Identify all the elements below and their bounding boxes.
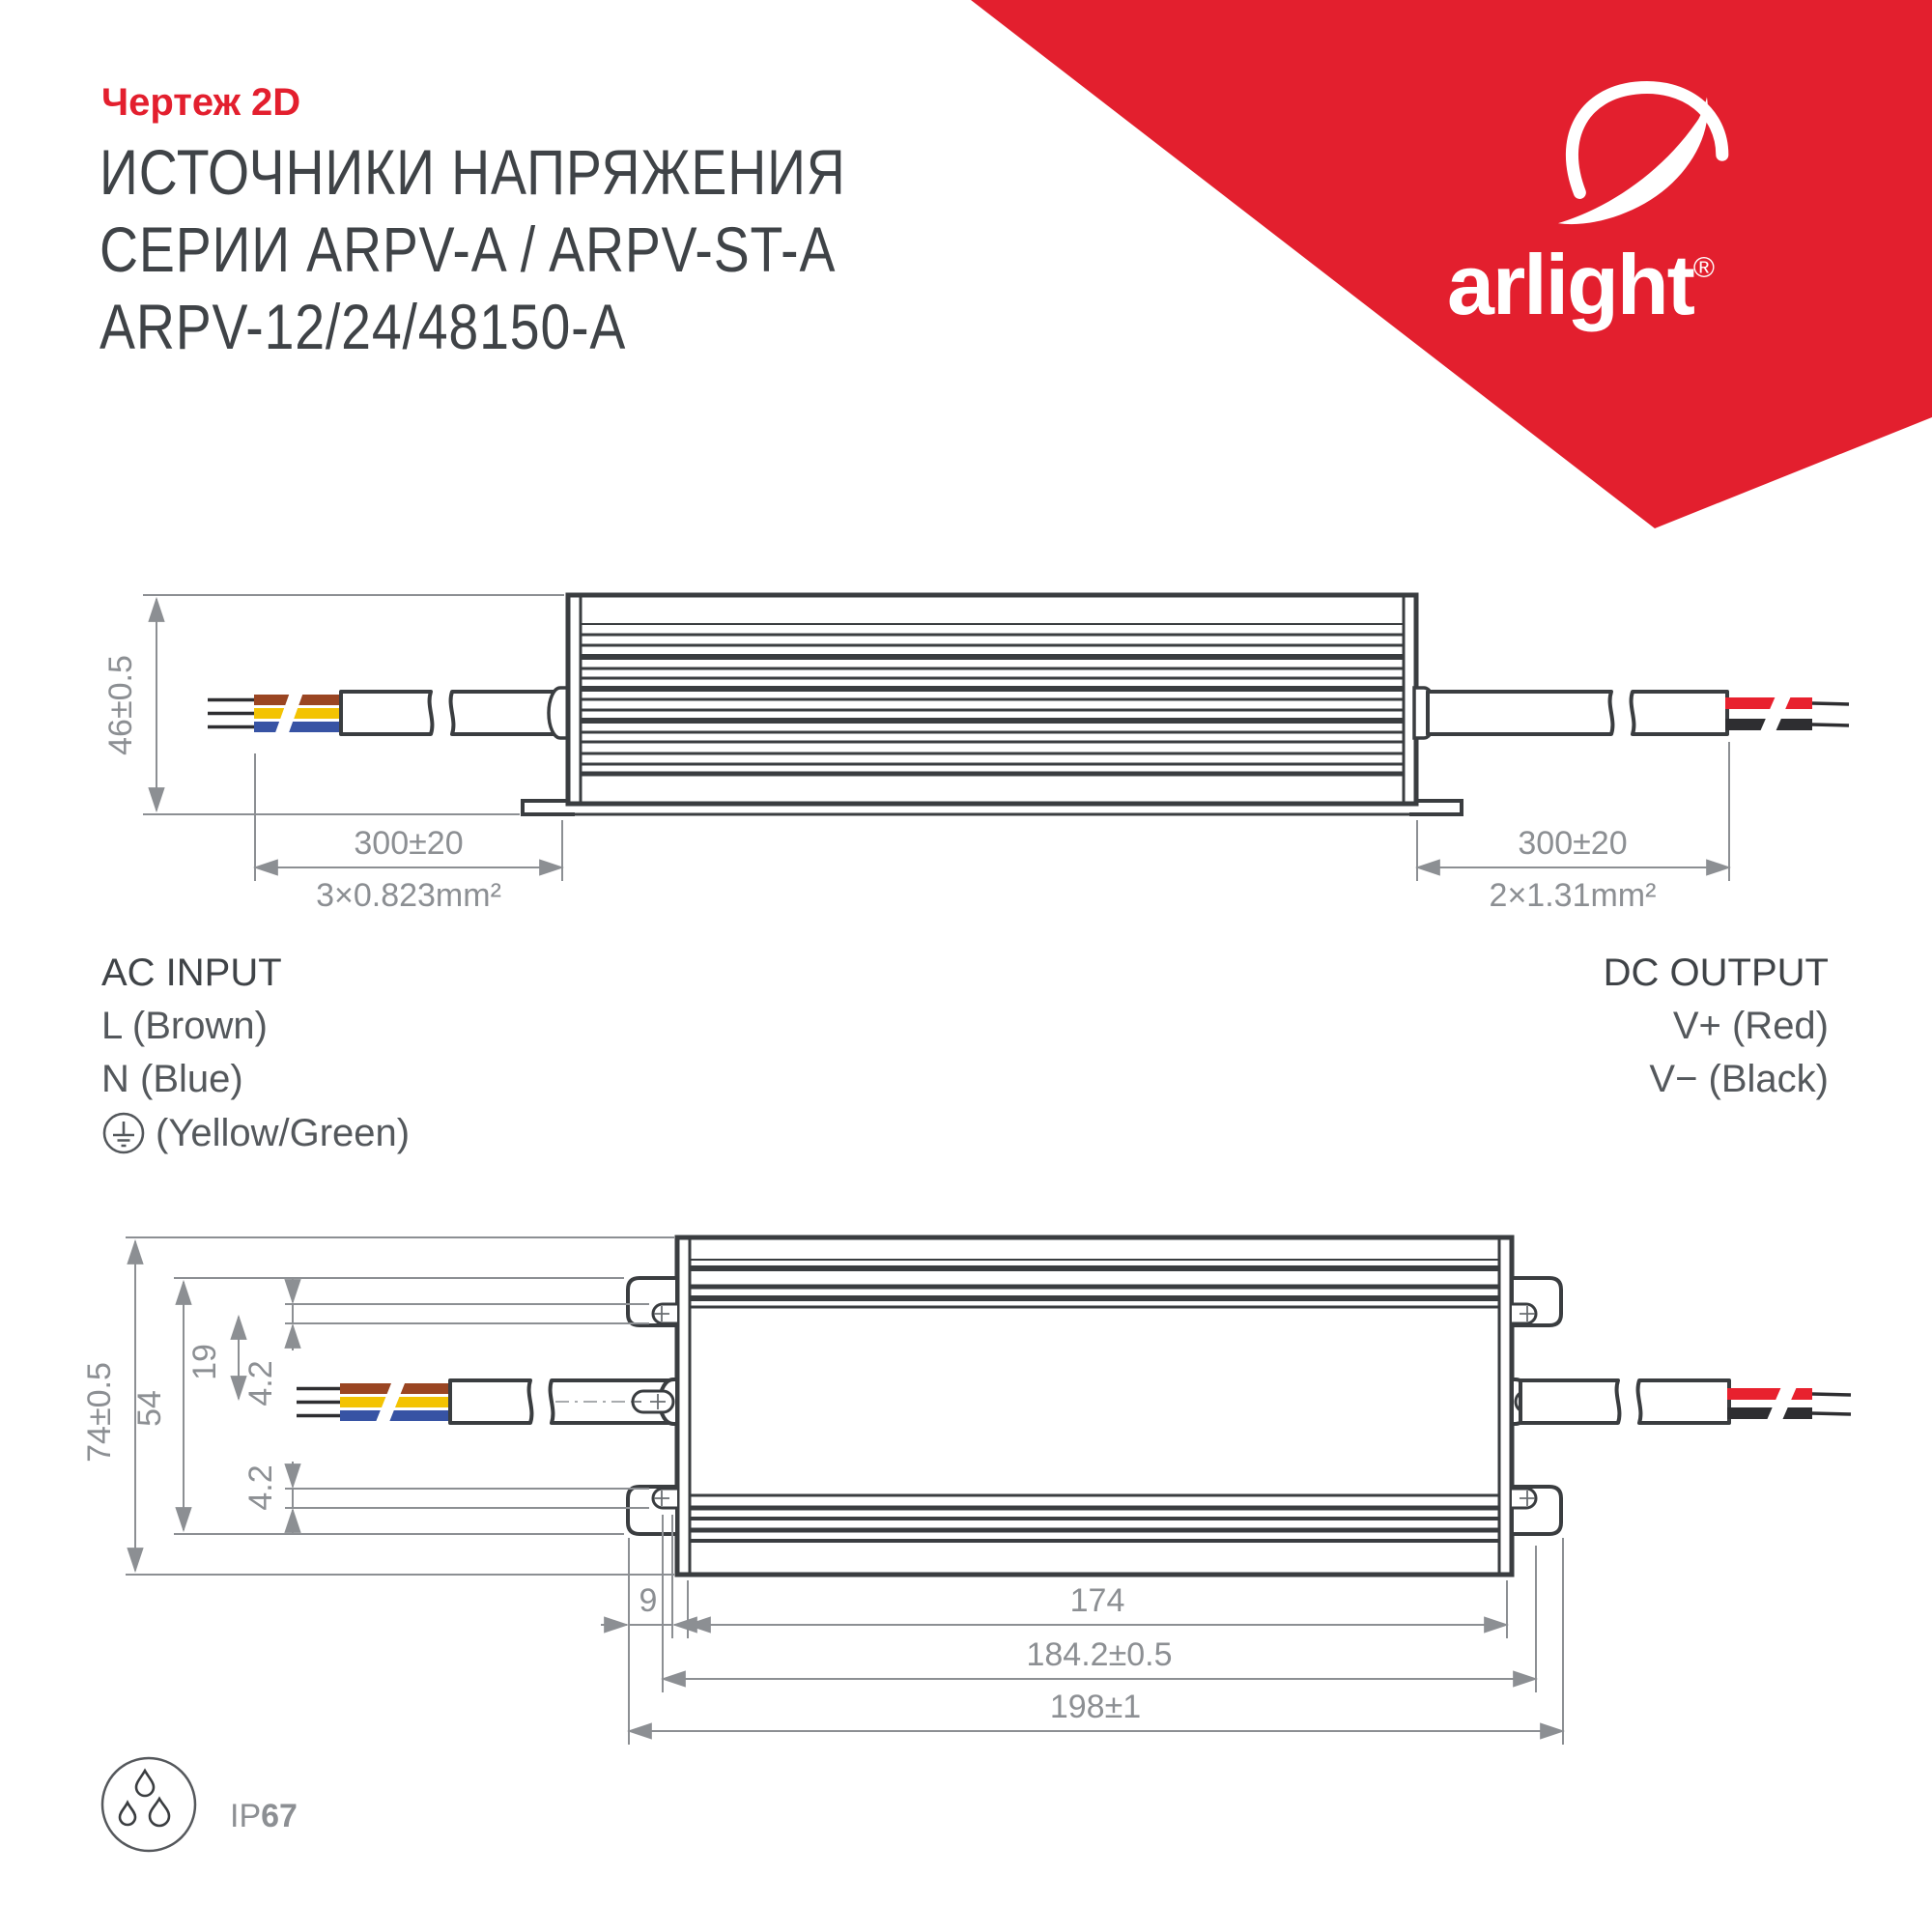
ac-input-pe-label: (Yellow/Green)	[156, 1112, 411, 1154]
dim-edge-offset: 9	[639, 1582, 658, 1619]
dim-slot-offset: 19	[186, 1344, 223, 1380]
wire-blue	[254, 722, 343, 732]
brand-text: arlight	[1447, 237, 1693, 332]
side-body	[523, 595, 1462, 814]
doc-type-label: Чертеж 2D	[101, 81, 301, 124]
dim-overall-length: 198±1	[1049, 1689, 1142, 1725]
top-output-sleeve	[1520, 1380, 1729, 1423]
dim-mount-length: 184.2±0.5	[1026, 1636, 1173, 1673]
dim-body-length: 174	[1069, 1582, 1125, 1619]
top-view	[81, 1237, 1851, 1745]
side-output-sleeve	[1428, 692, 1727, 734]
dim-slot-width-top: 4.2	[242, 1360, 279, 1406]
dim-output-length: 300±20	[1518, 825, 1628, 862]
ac-input-line-n: N (Blue)	[101, 1058, 243, 1100]
ac-input-line-l: L (Brown)	[101, 1005, 268, 1047]
dim-mount-width: 54	[131, 1390, 168, 1427]
wire-red	[1727, 1388, 1812, 1400]
title-line-2: СЕРИИ ARPV-A / ARPV-ST-A	[99, 213, 837, 285]
dim-input-length: 300±20	[354, 825, 464, 862]
ip-value: 67	[261, 1798, 298, 1834]
earth-ground-icon	[101, 1111, 146, 1155]
ip67-badge	[102, 1758, 298, 1851]
wire-yellow-green	[254, 708, 343, 719]
waterproof-icon	[102, 1758, 195, 1851]
side-input-wires	[254, 690, 343, 738]
ip-rating-label	[230, 1798, 298, 1834]
ac-input-heading: AC INPUT	[101, 952, 282, 994]
ac-input-line-pe	[101, 1111, 410, 1164]
dc-output-legend	[1604, 952, 1829, 1111]
dc-output-heading: DC OUTPUT	[1603, 952, 1829, 994]
top-output-wires	[1727, 1382, 1851, 1427]
dim-output-cable-spec: 2×1.31mm²	[1489, 877, 1657, 914]
dim-slot-width-bottom: 4.2	[242, 1464, 279, 1511]
dim-height: 46±0.5	[102, 655, 139, 755]
side-view	[102, 595, 1849, 914]
dc-output-line-vminus: V− (Black)	[1649, 1058, 1829, 1100]
top-input-leads	[297, 1389, 343, 1416]
wire-red	[1725, 697, 1812, 709]
dc-output-line-vplus: V+ (Red)	[1672, 1005, 1829, 1047]
top-body	[677, 1237, 1512, 1575]
top-input-wires	[340, 1378, 450, 1427]
title-line-3: ARPV-12/24/48150-A	[99, 291, 627, 362]
registered-mark: ®	[1692, 252, 1716, 284]
title-line-1: ИСТОЧНИКИ НАПРЯЖЕНИЯ	[99, 136, 846, 208]
dim-input-cable-spec: 3×0.823mm²	[316, 877, 501, 914]
ip-prefix: IP	[230, 1798, 262, 1834]
ac-input-legend	[101, 952, 410, 1164]
water-drops-icon	[120, 1771, 169, 1826]
wire-blue	[340, 1410, 450, 1421]
dim-width: 74±0.5	[81, 1362, 118, 1463]
side-input-sleeve	[341, 692, 568, 734]
side-output-wires	[1725, 692, 1849, 736]
side-input-leads	[208, 700, 257, 727]
